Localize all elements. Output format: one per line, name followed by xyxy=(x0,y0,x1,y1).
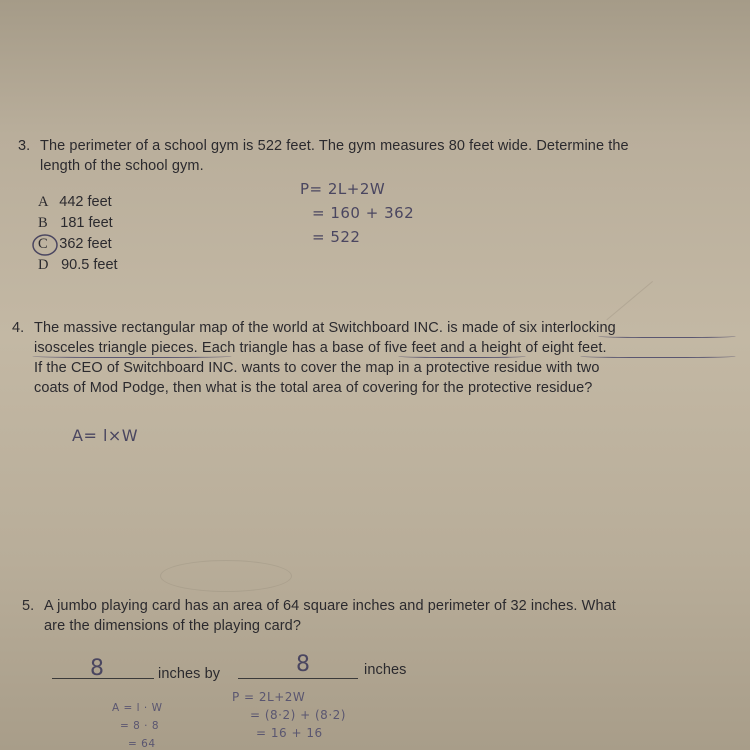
handwritten-answer: 8 xyxy=(90,656,105,681)
choice-letter: B xyxy=(38,215,48,231)
hand-underline xyxy=(580,354,736,358)
hand-underline xyxy=(32,354,232,358)
choice-letter: C xyxy=(38,236,48,252)
question-4 xyxy=(12,318,744,398)
handwritten-work: = 522 xyxy=(312,228,361,246)
choice-text: 362 feet xyxy=(59,236,112,252)
handwritten-work: A = l · W xyxy=(112,702,163,714)
question-text-line: length of the school gym. xyxy=(40,158,204,174)
choice-letter: A xyxy=(38,194,48,210)
question-5 xyxy=(22,596,744,636)
choice-text: 442 feet xyxy=(59,194,112,210)
question-text-line: are the dimensions of the playing card? xyxy=(44,618,301,634)
question-number: 3. xyxy=(18,138,31,154)
hand-underline xyxy=(398,354,526,358)
choice-b xyxy=(38,215,113,232)
inches-by-label: inches by xyxy=(158,666,221,682)
question-text-line: isosceles triangle pieces. Each triangle has a base of five feet and a height of eight feet. xyxy=(34,340,607,356)
handwritten-work: = 160 + 362 xyxy=(312,204,415,222)
question-text-line: The massive rectangular map of the world at Switchboard INC. is made of six interlocking xyxy=(34,320,616,336)
bleed-through-mark xyxy=(160,560,292,592)
choice-text: 181 feet xyxy=(60,215,113,231)
handwritten-work: P = 2L+2W xyxy=(232,690,306,704)
choice-text: 90.5 feet xyxy=(61,257,118,273)
choice-d xyxy=(38,257,118,274)
question-number: 4. xyxy=(12,320,25,336)
circle-mark-icon xyxy=(30,232,60,258)
question-text-line: A jumbo playing card has an area of 64 square inches and perimeter of 32 inches. What xyxy=(44,598,616,614)
inches-label: inches xyxy=(364,662,407,678)
question-text-line: The perimeter of a school gym is 522 feet. The gym measures 80 feet wide. Determine the xyxy=(40,138,629,154)
choice-letter: D xyxy=(38,257,49,273)
handwritten-work: = 8 · 8 xyxy=(120,720,160,732)
bleed-through-mark xyxy=(606,281,653,321)
handwritten-work: = 64 xyxy=(128,738,156,750)
handwritten-work: A= l×W xyxy=(72,426,139,445)
question-3 xyxy=(18,136,740,176)
question-number: 5. xyxy=(22,598,35,614)
question-text-line: If the CEO of Switchboard INC. wants to cover the map in a protective residue with two xyxy=(34,360,600,376)
handwritten-answer: 8 xyxy=(296,652,311,677)
answer-blank-2[interactable] xyxy=(238,678,358,679)
hand-underline xyxy=(598,334,736,338)
handwritten-work: P= 2L+2W xyxy=(300,180,386,198)
handwritten-work: = (8·2) + (8·2) xyxy=(250,708,346,722)
choice-a xyxy=(38,194,112,211)
question-text-line: coats of Mod Podge, then what is the total area of covering for the protective residue? xyxy=(34,380,593,396)
handwritten-work: = 16 + 16 xyxy=(256,726,323,740)
